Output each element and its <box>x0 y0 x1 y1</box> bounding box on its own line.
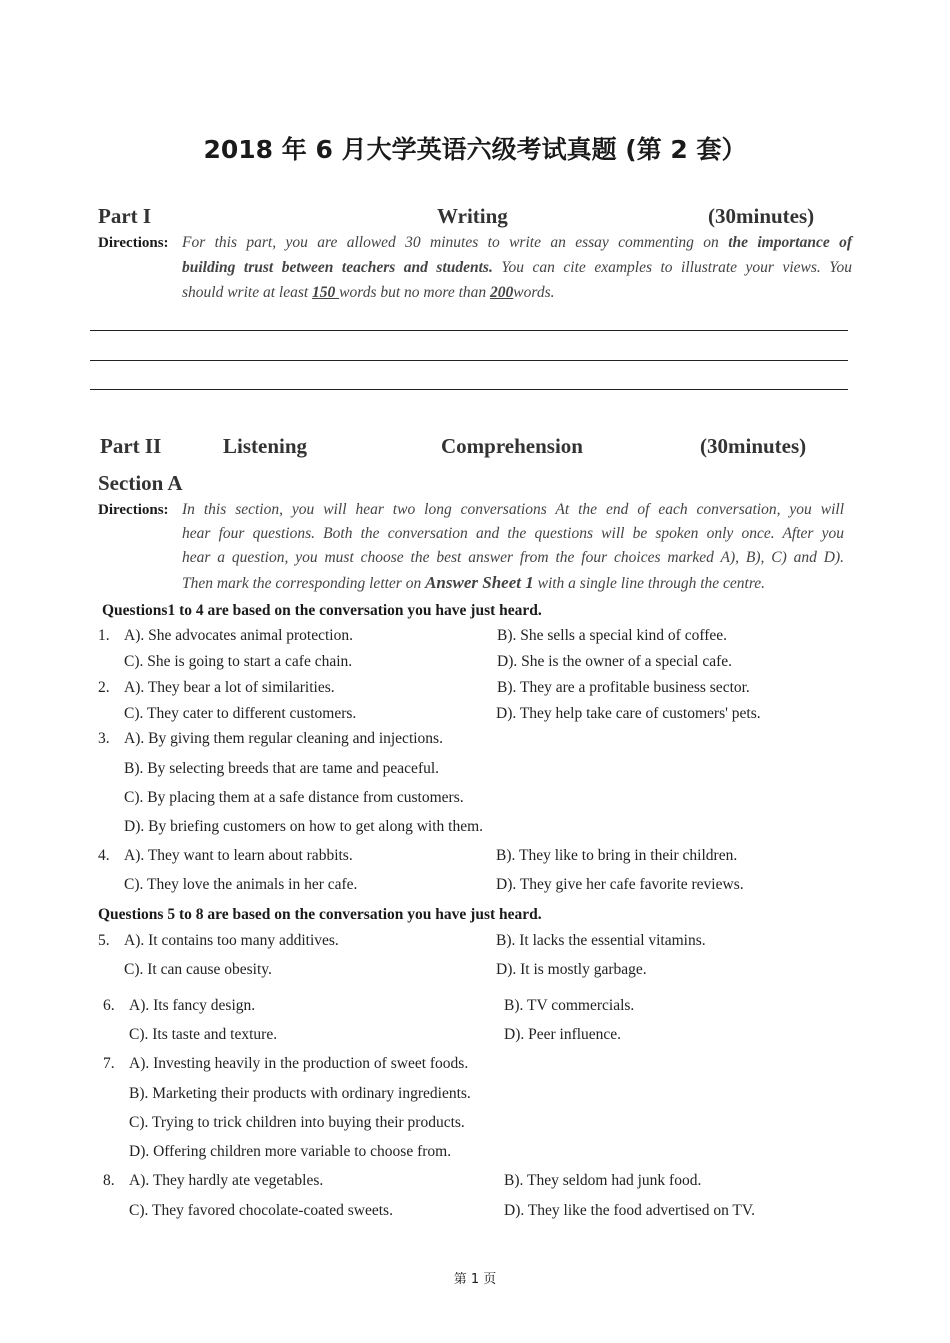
option-b: B). They like to bring in their children. <box>496 847 738 864</box>
question-number: 8. <box>103 1172 115 1189</box>
option-d: D). Peer influence. <box>504 1026 622 1043</box>
option-b: B). She sells a special kind of coffee. <box>497 627 727 644</box>
part2-name-comprehension: Comprehension <box>441 434 583 458</box>
option-c: C). They favored chocolate-coated sweets. <box>129 1202 393 1219</box>
option-d: D). By briefing customers on how to get along with them. <box>124 818 484 835</box>
section-a-heading: Section A <box>98 471 183 495</box>
option-d: D). They help take care of customers' pets. <box>496 705 761 722</box>
question-number: 4. <box>98 847 110 864</box>
option-c: C). Trying to trick children into buying their products. <box>129 1114 465 1131</box>
option-c: C). They love the animals in her cafe. <box>124 876 358 893</box>
option-a: A). Its fancy design. <box>129 997 256 1014</box>
option-a: A). Investing heavily in the production of sweet foods. <box>129 1055 469 1072</box>
option-c: C). She is going to start a cafe chain. <box>124 653 353 670</box>
option-b: B). They seldom had junk food. <box>504 1172 702 1189</box>
question-group-heading: Questions1 to 4 are based on the conversation you have just heard. <box>102 602 542 619</box>
option-a: A). By giving them regular cleaning and injections. <box>124 730 443 747</box>
question-number: 6. <box>103 997 115 1014</box>
part2-label: Part II <box>100 434 162 458</box>
question-number: 3. <box>98 730 110 747</box>
answer-line <box>90 389 848 390</box>
option-b: B). They are a profitable business sector. <box>497 679 750 696</box>
part2-directions-line1: In this section, you will hear two long conversations At the end of each conversation, you will <box>182 501 844 518</box>
option-d: D). It is mostly garbage. <box>496 961 647 978</box>
option-a: A). They bear a lot of similarities. <box>124 679 335 696</box>
option-d: D). They give her cafe favorite reviews. <box>496 876 744 893</box>
part1-directions-line1: For this part, you are allowed 30 minutes to write an essay commenting on the importance of <box>182 234 852 251</box>
option-b: B). Marketing their products with ordinary ingredients. <box>129 1085 471 1102</box>
part2-directions-line4: Then mark the corresponding letter on Answer Sheet 1 with a single line through the centre. <box>182 573 766 592</box>
question-number: 2. <box>98 679 110 696</box>
part1-directions-line3: should write at least 150 words but no more than 200words. <box>182 284 555 301</box>
option-c: C). They cater to different customers. <box>124 705 357 722</box>
option-b: B). By selecting breeds that are tame and peaceful. <box>124 760 440 777</box>
question-group-heading: Questions 5 to 8 are based on the conversation you have just heard. <box>98 906 542 923</box>
option-a: A). She advocates animal protection. <box>124 627 353 644</box>
part2-directions-label: Directions: <box>98 502 169 518</box>
option-a: A). They hardly ate vegetables. <box>129 1172 324 1189</box>
answer-line <box>90 330 848 331</box>
part1-name: Writing <box>437 204 508 228</box>
option-b: B). It lacks the essential vitamins. <box>496 932 706 949</box>
option-d: D). She is the owner of a special cafe. <box>497 653 732 670</box>
option-c: C). By placing them at a safe distance from customers. <box>124 789 464 806</box>
part1-directions-label: Directions: <box>98 235 169 251</box>
part2-directions-line2: hear four questions. Both the conversation and the questions will be spoken only once. After you <box>182 525 844 542</box>
question-number: 7. <box>103 1055 115 1072</box>
answer-line <box>90 360 848 361</box>
question-number: 1. <box>98 627 110 644</box>
option-d: D). They like the food advertised on TV. <box>504 1202 755 1219</box>
option-d: D). Offering children more variable to choose from. <box>129 1143 452 1160</box>
page-title: 2018 年 6 月大学英语六级考试真题 (第 2 套） <box>203 135 747 164</box>
question-number: 5. <box>98 932 110 949</box>
option-a: A). They want to learn about rabbits. <box>124 847 353 864</box>
part1-time: (30minutes) <box>708 204 815 228</box>
part2-directions-line3: hear a question, you must choose the best answer from the four choices marked A), B), C) and D). <box>182 549 844 566</box>
part1-label: Part I <box>98 204 152 228</box>
option-a: A). It contains too many additives. <box>124 932 339 949</box>
page-number: 第 1 页 <box>453 1272 497 1287</box>
option-c: C). Its taste and texture. <box>129 1026 278 1043</box>
part2-time: (30minutes) <box>700 434 807 458</box>
part1-directions-line2: building trust between teachers and students. You can cite examples to illustrate your views. You <box>182 259 852 276</box>
option-c: C). It can cause obesity. <box>124 961 272 978</box>
option-b: B). TV commercials. <box>504 997 635 1014</box>
part2-name-listening: Listening <box>223 434 308 458</box>
